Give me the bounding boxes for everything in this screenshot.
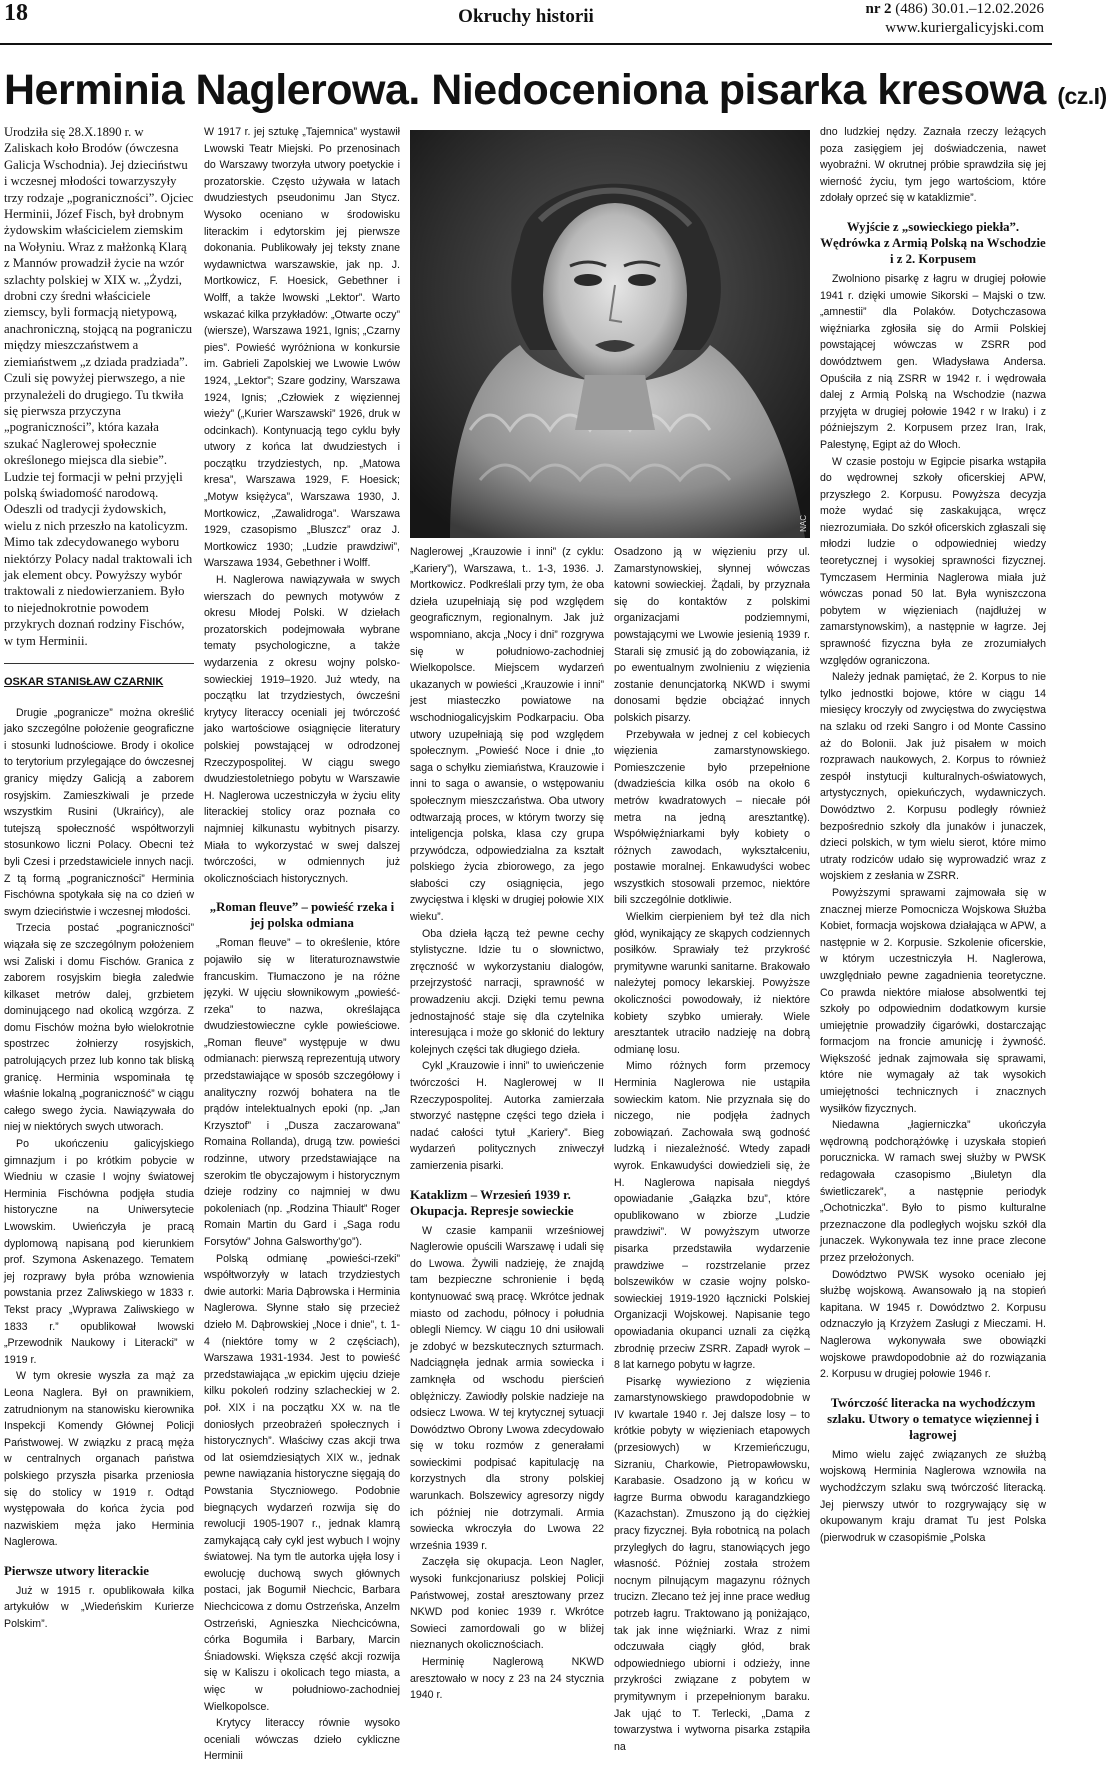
page-header (0, 0, 1052, 52)
subheading: Twórczość literacka na wychodźczym szlaku. Utwory o tematyce więziennej i łagrowej (827, 1395, 1039, 1442)
page-number: 18 (4, 0, 28, 26)
paragraph: Osadzono ją w więzieniu przy ul. Zamarstynowskiej, słynnej wówczas katowni sowieckiej. Żądali, by przyznała się do kontaktów z polskimi organizacjami podziemnymi, powstającymi we Lwowie jesienią 1939 r. Starali się zmusić ją do zobowiązania, iż po ewentualnym zwolnieniu z więzienia zostanie denuncjatorką NKWD i swymi donosami będzie obciążać innych polskich pisarzy. (614, 546, 810, 724)
article-headline (4, 66, 1107, 115)
subheading: Pierwsze utwory literackie (4, 1563, 149, 1578)
header-rule (0, 43, 1052, 45)
portrait-icon (410, 130, 810, 538)
issue-number: nr 2 (865, 1, 892, 17)
paragraph: Oba dzieła łączą też pewne cechy stylistyczne. Idzie tu o słownictwo, zręczność w wykorzystaniu dialogów, przejrzystość narracji, sprawność w prowadzeniu akcji. Dzięki temu pewna jednostajność staje się dla czytelnika interesująca i może go skłonić do lektury kolejnych części tak długiego dzieła. (410, 927, 604, 1056)
issue-dates: (486) 30.01.–12.02.2026 (895, 1, 1044, 17)
website-link[interactable]: www.kuriergalicyjski.com (885, 20, 1044, 36)
paragraph: Mimo wielu zajęć związanych ze służbą wojskową Herminia Naglerowa wznowiła na wychodźczym szlaku swą twórczość literacką. Jej pierwszy utwór to rozgrywający się w okupowanym kraju dramat Tu jest Polska (pierwodruk w czasopiśmie „Polska (820, 1448, 1046, 1544)
paragraph: Niedawna „łagierniczka” ukończyła wędrowną podchorążówkę i uzyskała stopień porucznicka. W ramach swej służby w PWSK redagowała czasopismo „Biuletyn dla świetliczarek”, a następnie periodyk „Ochotniczka”. Było to pismo kulturalne przeznaczone dla podległych wojsku szkół dla junaczek. Wykonywała tez inne prace zlecone przez przełożonych. (820, 1119, 1046, 1264)
paragraph: W czasie postoju w Egipcie pisarka wstąpiła do wędrownej szkoły oficerskiej APW, przyszłego 2. Korpusu. Powyższa decyzja może wydać się zaskakująca, wręcz niezrozumiała. Do szkół oficerskich zgłaszali się młodzi ludzie o odpowiedniej wiedzy teoretycznej i wysokiej sprawności fizycznej. Tymczasem Herminia Naglerowa miała już wówczas ponad 50 lat. Była wyniszczona pobytem w więzieniach (najdłużej w zamarstynowskim), a następnie w łagrze. Jej sprawność fizyczna była ze zrozumiałych względów ograniczona. (820, 455, 1046, 667)
paragraph: Trzecia postać „pograniczności” wiązała się ze szczególnym położeniem wsi Zaliski i domu Fischów. Granica z zaborem rosyjskim biegła zaledwie kilkaset metrów dalej, grzbietem dominującego nad okolicą wzgórza. Z domu Fischów można było wielokrotnie spostrzec żołnierzy rosyjskich, patrolujących przez lub konno tak bliską granicę. Herminia wspominała tę właśnie lokalną „pograniczność” w ciągu całego swego życia. Nawiązywała do niej w niektórych swych utworach. (4, 922, 194, 1134)
author-byline: OSKAR STANISŁAW CZARNIK (4, 676, 164, 688)
paragraph: W czasie kampanii wrześniowej Naglerowie opuścili Warszawę i udali się do Lwowa. Żywili nadzieję, że znajdą tam bezpieczne schronienie i będą kontynuować swą pracę. Wkrótce jednak miasto od zachodu, północy i południa oblegli Niemcy. W ciągu 10 dni usiłowali je zdobyć w bezskutecznych szturmach. Nadciągnęła jednak armia sowiecka i zamknęła od wschodu pierścień oblężniczy. Zawiodły polskie nadzieje na odsiecz Lwowa. W tej krytycznej sytuacji Dowództwo Obrony Lwowa zdecydowało się w toku rozmów z generałami sowieckimi podpisać kapitulację na korzystnych dla strony polskiej warunkach. Bolszewicy agresorzy nigdy ich później nie dotrzymali. Armia sowiecka wkroczyła do Lwowa 22 września 1939 r. (410, 1224, 604, 1552)
divider (4, 663, 194, 664)
paragraph: Zaczęła się okupacja. Leon Nagler, wysoki funkcjonariusz polskiej Policji Państwowej, został aresztowany przez NKWD pod koniec 1939 r. Wkrótce Sowieci zamordowali go w bliżej nieznanych okolicznościach. (410, 1556, 604, 1652)
column-5 (820, 124, 1046, 1633)
paragraph: Wielkim cierpieniem był też dla nich głód, wynikający ze skąpych codziennych posiłków. Sprawiały też przykrość prymitywne warunki sanitarne. Brakowało należytej pomocy lekarskiej. Powyższe okoliczności powodowały, iż niektóre kobiety szybko umierały. Wiele aresztantek utraciło nadzieję na dobrą odmianę losu. (614, 911, 810, 1056)
paragraph: Zwolniono pisarkę z łagru w drugiej połowie 1941 r. dzięki umowie Sikorski – Majski o tzw. „amnestii” dla Polaków. Dotychczasowa więźniarka zgłosiła się do Armii Polskiej powstającej wówczas w ZSRR pod dowództwem gen. Władysława Andersa. Opuściła z nią ZSRR w 1942 r. i wędrowała dalej z Armią Polską na Wschodzie (nazwa przyjęta w drugiej połowie 1942 r w Iraku) i z późniejszym 2. Korpusem przez Iran, Irak, Palestynę, Egipt aż do Włoch. (820, 272, 1046, 451)
photo-credit: NAC (799, 515, 808, 532)
paragraph: Pisarkę wywieziono z więzienia zamarstynowskiego prawdopodobnie w IV kwartale 1940 r. Jej dalsze losy – to krótkie pobyty w więzieniach etapowych (przesiowych) w Krzemieńczugu, Sizraniu, Charkowie, Pietropawłowsku, Karabasie. Osadzono ją w końcu w łagrze Burma obwodu karagandzkiego (Kazachstan). Zmuszono ją do ciężkiej pracy fizycznej. Była robotnicą na polach przyległych do łagru, stanowiących jego własność. Później została strożem nocnym pilnującym magazynu różnych trucizn. Zlecano też jej inne prace według potrzeb łagru. Traktowano ją poniżająco, tak jak inne więźniarki. Wraz z nimi odczuwała ciągły głód, brak odpowiedniego ubiorni i odzieży, inne przykrości związane z pobytem w prymitywnym i przepełnionym baraku. Jak ująć to T. Terlecki, „Dama z towarzystwa i wytworna pisarka zstąpiła na (614, 1375, 810, 1753)
paragraph: Polską odmianę „powieści-rzeki” współtworzyły w latach trzydziestych dwie autorki: Maria Dąbrowska i Herminia Naglerowa. Słynne stało się przecież dzieło M. Dąbrowskiej „Noce i dnie”, t. 1-4 (niektóre tomy w 2 częściach), Warszawa 1931-1934. Jest to powieść przedstawiająca „w epickim ujęciu dzieje kilku pokoleń rodziny szlacheckiej w 2. poł. XIX i na początku XX w. na tle doniosłych przeobrażeń społecznych i historycznych”. Właściwy czas akcji trwa od lat osiemdziesiątych XIX w., jednak pewne nawiązania historyczne sięgają do Powstania Styczniowego. Podobnie biegnących wydarzeń rozwija się do rewolucji 1905-1907 r., jednak klamrą zamykającą cały cykl jest wybuch I wojny światowej. Na tym tle autorka ujęła losy i ewolucję duchową swych głównych postaci, jak Bogumił Niechcic, Barbara Niechcicowa z domu Ostrzeńska, Anzelm Ostrzeński, Agnieszka Niechcicówna, córka Bogumiła i Barbary, Marcin Śniadowski. Większa część akcji rozwija się w Kaliszu i okolicach tego miasta, a więc w południowo-zachodniej Wielkopolsce. (204, 1252, 400, 1713)
paragraph: Powyższymi sprawami zajmowała się w znacznej mierze Pomocnicza Wojskowa Służba Kobiet, formacja wojskowa działająca w APW, a następnie w 2. Korpusie. Szkolenie oficerskie, w którym uczestniczyła H. Naglerowa, uwzględniało pewne zagadnienia teoretyczne. Co prawda niektóre miałose absolwentki tej szkoły po odpowiednim dodatkowym kursie umiejętnie prowadziły ćigarówki, dostarczając formacjom na froncie amunicję i żywność. Większość jednak zajmowała się sprawami, które nie wymagały aż tak wysokich umiejętności technicznych i znacznych wysiłków fizycznych. (820, 886, 1046, 1115)
paragraph: „Roman fleuve” – to określenie, które pojawiło się w literaturoznawstwie francuskim. Tłumaczono je na różne języki. W ujęciu słownikowym „powieść-rzeka” to nazwa, określająca dwudziestowieczne cykle powieściowe. „Roman fleuve” występuje w dwu odmianach: pierwszą reprezentują utwory przedstawiające w sposób szczegółowy i analityczny rozwój bohatera na tle prądów intelektualnych epoki (np. „Jan Krzysztof” i „Dusza zaczarowana” Romaina Rollanda), drugą tzw. powieści rodzinne, utwory przedstawiające na szerokim tle obyczajowym i historycznym dzieje rodziny co najmniej w dwu pokoleniach (np. „Rodzina Thiault” Roger Romain Martin du Gard i „Saga rodu Forsytów” Johna Galsworthy'go”). (204, 937, 400, 1248)
paragraph: W 1917 r. jej sztukę „Tajemnica” wystawił Lwowski Teatr Miejski. Po przenosinach do Warszawy tworzyła utwory poetyckie i prozatorskie. Często używała w latach dwudziestych pseudonimu Jan Stycz. Wysoko oceniano w środowisku literackim i edytorskim jej pierwsze dokonania. Publikowały jej teksty znane wydawnictwa warszawskie, jak np. J. Mortkowicz, F. Hoesick, Gebethner i Wolff, a także lwowski „Lektor”. Warto wskazać kilka przykładów: „Otwarte oczy” (wiersze), Warszawa 1921, Ignis; „Czarny pies”. Powieść wyróżniona w konkursie im. Gabrieli Zapolskiej we Lwowie Lwów 1924, „Lektor”; Szare godziny, Warszawa 1924, Ignis; „Człowiek z więziennej wieży” („Kurier Warszawski” 1926, druk w odcinkach). Kontynuacją tego cyklu były utwory z końca lat dwudziestych i początku trzydziestych, np. „Matowa kresa”, Warszawa 1929, F. Hoesick; „Motyw księżyca”, Warszawa 1930, J. Mortkowicz, „Zawalidroga”. Warszawa 1929, czasopismo „Bluszcz” oraz J. Mortkowicz 1930; „Ludzie prawdziwi”, Warszawa 1934, Gebethner i Wolff. (204, 126, 400, 570)
paragraph: Cykl „Krauzowie i inni” to uwieńczenie twórczości H. Naglerowej w II Rzeczypospolitej. Autorka zamierzała stworzyć następne części tego dzieła i nadać całości tytuł „Kariery”. Bieg wydarzeń politycznych zniweczył zamierzenia pisarki. (410, 1060, 604, 1172)
paragraph: Dowództwo PWSK wysoko oceniało jej służbę wojskową. Awansowało ją na stopień kapitana. W 1945 r. Dowództwo 2. Korpusu odznaczyło ją Krzyżem Zasługi z Mieczami. H. Naglerowa wykonywała swe obowiązki wojskowe prawdopodobnie aż do rozwiązania 2. Korpusu w drugiej połowie 1946 r. (820, 1268, 1046, 1381)
paragraph: Herminię Naglerową NKWD aresztowało w nocy z 23 na 24 stycznia 1940 r. (410, 1656, 604, 1702)
paragraph: Po ukończeniu galicyjskiego gimnazjum i po krótkim pobycie w Wiedniu w czasie I wojny światowej Herminia Fischówna podjęła studia historyczne na Uniwersytecie Lwowskim. Uwieńczyła je pracą dyplomową napisaną pod kierunkiem prof. Szymona Askenazego. Tematem jej rozprawy była próba wznowienia powstania przez Zaliwskiego w 1833 r. Tekst pracy „Wyprawa Zaliwskiego w 1833 r.” opublikował lwowski „Przewodnik Naukowy i Literacki” w 1919 r. (4, 1138, 194, 1366)
paragraph: H. Naglerowa nawiązywała w swych wierszach do pewnych motywów z okresu Młodej Polski. W dziełach prozatorskich podejmowała wybrane tematy psychologiczne, a także wydarzenia z okresu wojny polsko-sowieckiej 1919–1920. Już wtedy, na początku lat trzydziestych, ówcześni krytycy literaccy oceniali jej twórczość jako wartościowe osiągnięcie literatury polskiej powstającej w odrodzonej Rzeczypospolitej. W ciągu swego dwudziestoletniego pobytu w Warszawie H. Naglerowa uczestniczyła w życiu elity literackiej stolicy oraz poznała co najmniej kilkunastu wybitnych pisarzy. Miała to wykorzystać w swej dalszej twórczości, w odmiennych już okolicznościach historycznych. (204, 574, 400, 885)
subheading: Wyjście z „sowieckiego piekła”. Wędrówka z Armią Polską na Wschodzie i z 2. Korpusem (820, 219, 1046, 266)
portrait-photo (410, 130, 810, 538)
subheading: „Roman fleuve” – powieść rzeka i jej polska odmiana (209, 900, 395, 931)
column-3 (410, 544, 604, 1702)
paragraph: Mimo różnych form przemocy Herminia Naglerowa nie ustąpiła sowieckim katom. Nie przyznała się do niczego, nie podjęła żadnych zobowiązań. Zachowała swą godność ludzką i niezależność. Wtedy zapadł wyrok. Enkawudyści dowiedzieli się, że H. Naglerowa napisała niegdyś opowiadanie „Gałązka bzu”, które opublikowano w zbiorze „Ludzie prawdziwi”. W powyższym utworze pisarka przedstawiła wydarzenie prawdziwe – rozstrzelanie przez bolszewików w czasie wojny polsko-sowieckiej 1919-1920 łącznicki Polskiej Organizacji Wojskowej. Napisanie tego opowiadania okupanci uznali za ciężką zbrodnię przeciw ZSRR. Zapadł wyrok – 8 lat karnego pobytu w łagrze. (614, 1060, 810, 1372)
paragraph: Przebywała w jednej z cel kobiecych więzienia zamarstynowskiego. Pomieszczenie było przepełnione (dwadzieścia kilka osób na około 6 metrów kwadratowych – niecałe pół metra na jedną aresztantkę). Współwięźniarkami były kobiety o różnych zawodach, wykształceniu, postawie moralnej. Enkawudyści wobec wszystkich stosowali przemoc, niektóre bili szczególnie dotkliwie. (614, 728, 810, 907)
column-2 (204, 124, 400, 1763)
paragraph: Naglerowej „Krauzowie i inni” (z cyklu: „Kariery”), Warszawa, t.. 1-3, 1936. J. Mortkowicz. Podkreślali przy tym, że oba dzieła uzupełniają się pod względem geograficznym, regionalnym. Jak już wspomniano, akcja „Nocy i dni” rozgrywa się w południowo-zachodniej Wielkopolsce. Miejscem wydarzeń ukazanych w powieści „Krauzowie i inni” jest miasteczko powiatowe na wschodniogalicyjskim Podkarpaciu. Oba utwory uzupełniają się pod względem społecznym. „Powieść Noce i dnie „to saga o schyłku ziemiaństwa, Krauzowie i inni to saga o awansie, o wstępowaniu społecznym mieszczaństwa. Oba utwory odtwarzają proces, w którym tworzy się inteligencja polska, klasa czy grupa przywódcza, odpowiedzialna za kształt polskiego życia zbiorowego, za jego słabości czy osiągnięcia, jego zwycięstwa i klęski w drugiej połowie XIX wieku”. (410, 546, 604, 924)
headline-title: Herminia Naglerowa. Niedoceniona pisarka kresowa (4, 66, 1046, 114)
section-title: Okruchy historii (458, 6, 594, 27)
issue-info (866, 0, 1044, 38)
intro-text (4, 124, 194, 649)
paragraph: dno ludzkiej nędzy. Zaznała rzeczy leżących poza zasięgiem jej doświadczenia, nawet wyobraźni. W okrutnej próbie sprawdziła się jej wierność życiu, tym jego wartościom, które zdołały oprzeć się w kataklizmie”. (820, 126, 1046, 205)
subheading: Kataklizm – Wrzesień 1939 r. Okupacja. Represje sowieckie (410, 1187, 574, 1218)
paragraph: Krytycy literaccy równie wysoko oceniali wówczas dzieło cykliczne Herminii (204, 1717, 400, 1763)
column-1 (4, 124, 194, 1633)
paragraph: Należy jednak pamiętać, że 2. Korpus to nie tylko jednostki bojowe, które w ciągu 14 miesięcy kroczyły od zwycięstwa do zwycięstwa na szlaku od rzeki Sangro i od Monte Cassino aż do Bolonii. Jak już pisałem w moich rozprawach naukowych, 2. Korpus to również zespół instytucji kulturalnych-oświatowych, artystycznych, opiekuńczych, wydawniczych. Dowództwo 2. Korpusu podległy również bezpośrednio szkoły dla junaków i junaczek, dzieci polskich, w tym wielu sierot, które mimo utraty rodziców udało się wyprowadzić wraz z wojskiem z zesłania w ZSRR. (820, 671, 1046, 883)
paragraph: W tym okresie wyszła za mąż za Leona Naglera. Był on prawnikiem, zatrudnionym na stanowisku kierownika Inspekcji Komendy Głównej Policji Państwowej. W związku z pracą męża w centralnych organach państwa polskiego przyszła pisarka przeniosła się do stolicy w 1919 r. Odtąd występowała do końca życia pod nazwiskiem męża jako Herminia Naglerowa. (4, 1370, 194, 1549)
intro-paragraph: Urodziła się 28.X.1890 r. w Zaliskach koło Brodów (ówczesna Galicja Wschodnia). Jej dzieciństwu i wczesnej młodości towarzyszyły trzy rodzaje „pograniczności”. Ojciec Herminii, Józef Fisch, był drobnym żydowskim właścicielem ziemskim na Wołyniu. Wraz z małżonką Klarą z Mannów prowadził życie na wzór szlachty polskiej w XIX w. „Żydzi, drobni czy średni właściciele ziemscy, byli formacją nietypową, anachroniczną, stojącą na pograniczu między mieszczaństwem a ziemiaństwem „z dziada pradziada”. Czuli się powyżej pierwszego, a nie przynależeli do drugiego. Tu tkwiła się pierwsza przyczyna „pograniczności”, która kazała szukać Naglerowej społecznie określonego miejsca dla siebie”. Ludzie tej formacji w pełni przyjęli polską świadomość narodową. Odeszli od tradycji żydowskich, wielu z nich przeszło na katolicyzm. Mimo tak zdecydowanego wyboru niektórzy Polacy nadal traktowali ich jak element obcy. Powyższy wybór traktowali z niedowierzaniem. Było to niejednokrotnie powodem przykrych doznań rodziny Fischów, w tym Herminii. (4, 125, 194, 648)
headline-part: (cz.I) (1057, 83, 1107, 109)
paragraph: Już w 1915 r. opublikowała kilka artykułów w „Wiedeńskim Kurierze Polskim”. (4, 1584, 194, 1631)
paragraph: Drugie „pogranicze” można określić jako szczególne położenie geograficzne i stosunki ludnościowe. Brody i okolice to terytorium przylegające do ówczesnej granicy między Galicją a zaborem rosyjskim. Zamieszkiwali je przede wszystkim Rusini (Ukraińcy), ale tutejszą społeczność współtworzyli stosunkowo liczni Polacy. Obecni też byli Czesi i przedstawiciele innych nacji. Z tą formą „pograniczności” Herminia Fischówna spotykała się na co dzień w swym dzieciństwie i wczesnej młodości. (4, 706, 194, 918)
column-4 (614, 544, 810, 1753)
